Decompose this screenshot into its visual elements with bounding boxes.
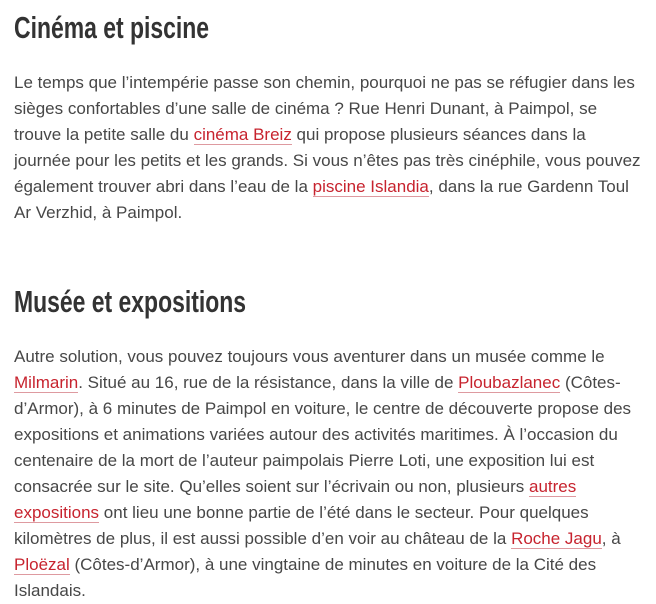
text-run: ont lieu une bonne partie de l’été dans le secteur. Pour quelques kilomètres de plus, il est aussi possible d’en voir au château de la (14, 503, 589, 548)
heading-musee-et-expositions (14, 284, 642, 320)
text-run: (Côtes-d’Armor), à une vingtaine de minutes en voiture de la Cité des Islandais. (14, 555, 597, 600)
section-cinema-et-piscine (14, 10, 642, 226)
text-run: Le temps que l’intempérie passe son chemin, pourquoi ne pas se réfugier dans les sièges confortables d’une salle de cinéma ? Rue Henri Dunant, à Paimpol, se trouve la petite salle du (14, 73, 635, 144)
ploezal-link[interactable]: Ploëzal (14, 555, 70, 574)
autres-expositions-link[interactable]: autres expositions (14, 477, 577, 522)
paragraph-musee-expositions (14, 344, 642, 604)
piscine-islandia-link[interactable]: piscine Islandia (312, 177, 429, 196)
heading-cinema-et-piscine (14, 10, 642, 46)
text-run: , à (601, 529, 621, 548)
text-run: , dans la rue Gardenn Toul Ar Verzhid, à Paimpol. (14, 177, 629, 222)
heading-musee-et-expositions-text: Musée et expositions (14, 284, 247, 319)
heading-cinema-et-piscine-text: Cinéma et piscine (14, 10, 210, 45)
text-run: qui propose plusieurs séances dans la journée pour les petits et les grands. Si vous n’êtes pas très cinéphile, vous pouvez également trouver abri dans l’eau de la (14, 125, 641, 196)
cinema-breiz-link[interactable]: cinéma Breiz (193, 125, 292, 144)
roche-jagu-link[interactable]: Roche Jagu (511, 529, 602, 548)
text-run: (Côtes-d’Armor), à 6 minutes de Paimpol en voiture, le centre de découverte propose des expositions et animations variées autour des activités maritimes. À l’occasion du centenaire de la mort de l’auteur paimpolais Pierre Loti, une exposition lui est consacrée sur le site. Qu’elles soient sur l’écrivain ou non, plusieurs (14, 373, 632, 496)
text-run: . Situé au 16, rue de la résistance, dans la ville de (78, 373, 459, 392)
ploubazlanec-link[interactable]: Ploubazlanec (458, 373, 561, 392)
paragraph-cinema-piscine (14, 70, 642, 226)
milmarin-link[interactable]: Milmarin (14, 373, 79, 392)
text-run: Autre solution, vous pouvez toujours vous aventurer dans un musée comme le (14, 347, 605, 366)
section-musee-et-expositions (14, 284, 642, 604)
